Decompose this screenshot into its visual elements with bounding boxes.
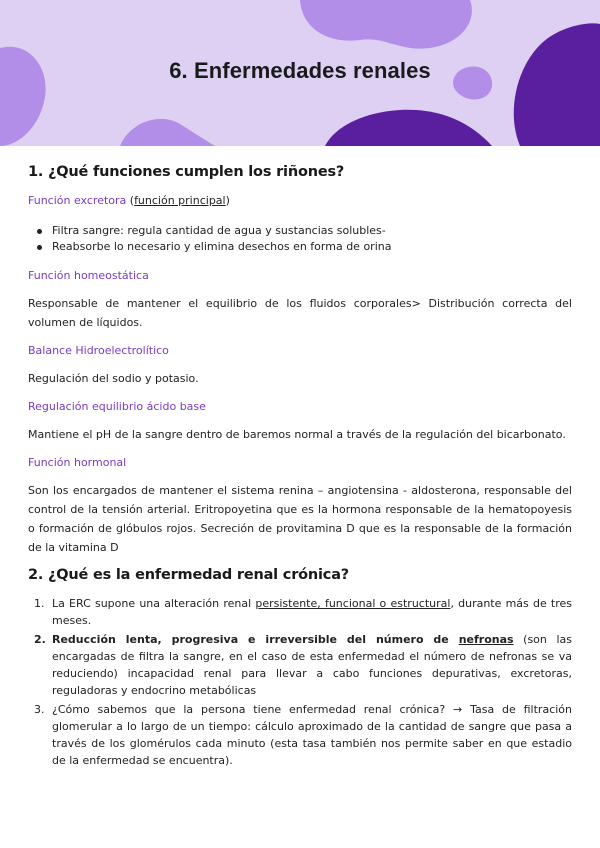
blob-bottom — [120, 119, 215, 146]
item-text: , durante más de tres meses. — [52, 597, 572, 627]
item-bold: Reducción lenta, progresiva e irreversible del número de — [52, 633, 459, 646]
subheading-label: Función excretora — [28, 194, 127, 207]
subheading-hormonal: Función hormonal — [28, 456, 127, 469]
bullet-list — [28, 223, 572, 255]
item-text: (son las encargadas de filtra la sangre, en el caso de esta enfermedad el número de nefronas se va reduciendo) incapacidad renal para llevar a cabo funciones depurativas, excretoras, reguladoras y endocrino metabólicas — [52, 633, 572, 697]
subheading-acido-base: Regulación equilibrio ácido base — [28, 400, 206, 413]
item-underline: persistente, funcional o estructural — [255, 597, 451, 610]
paren-close: ) — [225, 194, 230, 207]
list-number: 1. — [34, 597, 45, 610]
list-item: Filtra sangre: regula cantidad de agua y sustancias solubles- — [28, 223, 572, 239]
subheading-balance: Balance Hidroelectrolítico — [28, 344, 169, 357]
list-number: 3. — [34, 703, 45, 716]
subheading-excretora — [28, 194, 572, 207]
section-heading: 1. ¿Qué funciones cumplen los riñones? — [28, 164, 345, 180]
blob-right-dark — [514, 23, 600, 146]
principal-label: función principal — [134, 194, 226, 207]
header-banner — [0, 0, 600, 146]
item-text: ¿Cómo sabemos que la persona tiene enfermedad renal crónica? → Tasa de filtración glomerular a lo largo de un tiempo: cálculo aproximado de la cantidad de sangre que pasa a través de los glomérulos cada minuto (esta tasa también nos permite saber en que estadio de la enfermedad se encuentra). — [52, 703, 572, 767]
paren-open: ( — [126, 194, 135, 207]
paragraph: Son los encargados de mantener el sistema renina – angiotensina - aldosterona, responsable del control de la tensión arterial. Eritropoyetina que es la hormona responsable de la hematopoyesis o formación de glóbulos rojos. Secreción de provitamina D que es la responsable de la formación de la vitamina D — [28, 484, 572, 554]
page-title: 6. Enfermedades renales — [169, 58, 431, 83]
section-heading: 2. ¿Qué es la enfermedad renal crónica? — [28, 567, 349, 583]
paragraph: Mantiene el pH de la sangre dentro de baremos normal a través de la regulación del bicarbonato. — [28, 428, 566, 441]
numbered-list — [28, 595, 572, 769]
subheading-homeostatica: Función homeostática — [28, 269, 149, 282]
blob-top — [300, 0, 472, 49]
paragraph: Responsable de mantener el equilibrio de los fluidos corporales> Distribución correcta del volumen de líquidos. — [28, 297, 572, 329]
list-item — [28, 631, 572, 699]
paragraph: Regulación del sodio y potasio. — [28, 372, 199, 385]
list-item: Reabsorbe lo necesario y elimina desechos en forma de orina — [28, 239, 572, 255]
document-body — [28, 160, 572, 769]
item-text: La ERC supone una alteración renal — [52, 597, 256, 610]
item-bold-underline: nefronas — [458, 633, 514, 646]
list-item — [28, 701, 572, 769]
list-number: 2. — [34, 633, 46, 646]
blob-bottom-dark — [325, 110, 492, 146]
list-item — [28, 595, 572, 629]
